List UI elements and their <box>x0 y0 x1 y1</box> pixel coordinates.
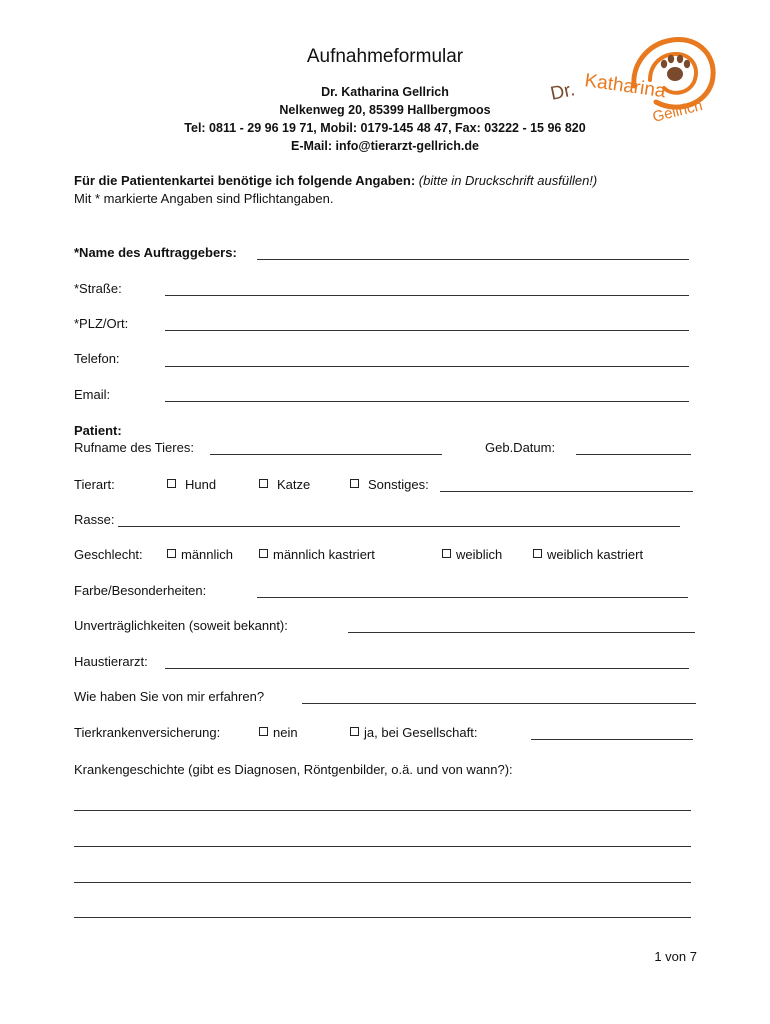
hund-label: Hund <box>185 477 217 492</box>
sonstiges-label: Sonstiges: <box>368 477 429 492</box>
katze-label: Katze <box>277 477 311 492</box>
weiblich-kastriert-label: weiblich kastriert <box>547 547 644 562</box>
krankengeschichte-line-2[interactable] <box>74 846 691 847</box>
vet-name: Dr. Katharina Gellrich <box>321 85 449 99</box>
haustierarzt-input[interactable] <box>165 668 689 669</box>
katze-checkbox[interactable] <box>259 479 268 488</box>
unvertraeglich-input[interactable] <box>348 632 695 633</box>
plz-ort-label: *PLZ/Ort: <box>74 316 129 331</box>
hund-checkbox[interactable] <box>167 479 176 488</box>
maennlich-kastriert-label: männlich kastriert <box>273 547 375 562</box>
intro-line <box>74 173 597 189</box>
telefon-label: Telefon: <box>74 351 120 366</box>
farbe-input[interactable] <box>257 597 688 598</box>
geschlecht-label: Geschlecht: <box>74 547 143 562</box>
required-note: Mit * markierte Angaben sind Pflichtangaben. <box>74 191 334 206</box>
paw-icon <box>661 55 690 81</box>
telefon-input[interactable] <box>165 366 689 367</box>
versicherung-nein-label: nein <box>273 725 298 740</box>
gesellschaft-input[interactable] <box>531 739 693 740</box>
patient-heading: Patient: <box>74 423 122 438</box>
sonstiges-input[interactable] <box>440 491 693 492</box>
versicherung-label: Tierkrankenversicherung: <box>74 725 221 740</box>
weiblich-label: weiblich <box>456 547 503 562</box>
erfahren-input[interactable] <box>302 703 696 704</box>
vet-email: E-Mail: info@tierarzt-gellrich.de <box>291 139 479 153</box>
auftraggeber-input[interactable] <box>257 259 689 260</box>
krankengeschichte-label: Krankengeschichte (gibt es Diagnosen, Röntgenbilder, o.ä. und von wann?): <box>74 762 513 777</box>
page-title: Aufnahmeformular <box>306 46 464 67</box>
maennlich-kastriert-checkbox[interactable] <box>259 549 268 558</box>
erfahren-label: Wie haben Sie von mir erfahren? <box>74 689 265 704</box>
geb-datum-input[interactable] <box>576 454 691 455</box>
intro-hint: (bitte in Druckschrift ausfüllen!) <box>418 173 598 188</box>
krankengeschichte-line-1[interactable] <box>74 810 691 811</box>
rufname-label: Rufname des Tieres: <box>74 440 194 455</box>
versicherung-ja-label: ja, bei Gesellschaft: <box>364 725 478 740</box>
email-label: Email: <box>74 387 111 402</box>
vet-address: Nelkenweg 20, 85399 Hallbergmoos <box>279 103 491 117</box>
weiblich-checkbox[interactable] <box>442 549 451 558</box>
page-number: 1 von 7 <box>654 949 697 964</box>
maennlich-label: männlich <box>181 547 234 562</box>
weiblich-kastriert-checkbox[interactable] <box>533 549 542 558</box>
versicherung-ja-checkbox[interactable] <box>350 727 359 736</box>
krankengeschichte-line-3[interactable] <box>74 882 691 883</box>
tierart-label: Tierart: <box>74 477 115 492</box>
strasse-input[interactable] <box>165 295 689 296</box>
plz-ort-input[interactable] <box>165 330 689 331</box>
practice-logo <box>546 26 728 134</box>
rasse-label: Rasse: <box>74 512 115 527</box>
haustierarzt-label: Haustierarzt: <box>74 654 148 669</box>
krankengeschichte-line-4[interactable] <box>74 917 691 918</box>
svg-text:Gellrich: Gellrich <box>650 97 705 126</box>
svg-text:Katharina: Katharina <box>583 70 667 103</box>
rasse-input[interactable] <box>118 526 680 527</box>
sonstiges-checkbox[interactable] <box>350 479 359 488</box>
auftraggeber-label: *Name des Auftraggebers: <box>74 245 237 260</box>
farbe-label: Farbe/Besonderheiten: <box>74 583 207 598</box>
strasse-label: *Straße: <box>74 281 122 296</box>
svg-text:Dr.: Dr. <box>548 79 577 105</box>
email-input[interactable] <box>165 401 689 402</box>
geb-datum-label: Geb.Datum: <box>485 440 556 455</box>
intro-lead: Für die Patientenkartei benötige ich folgende Angaben: <box>74 173 416 188</box>
unvertraeglich-label: Unverträglichkeiten (soweit bekannt): <box>74 618 288 633</box>
maennlich-checkbox[interactable] <box>167 549 176 558</box>
versicherung-nein-checkbox[interactable] <box>259 727 268 736</box>
rufname-input[interactable] <box>210 454 442 455</box>
vet-phones: Tel: 0811 - 29 96 19 71, Mobil: 0179-145 48 47, Fax: 03222 - 15 96 820 <box>184 121 586 135</box>
